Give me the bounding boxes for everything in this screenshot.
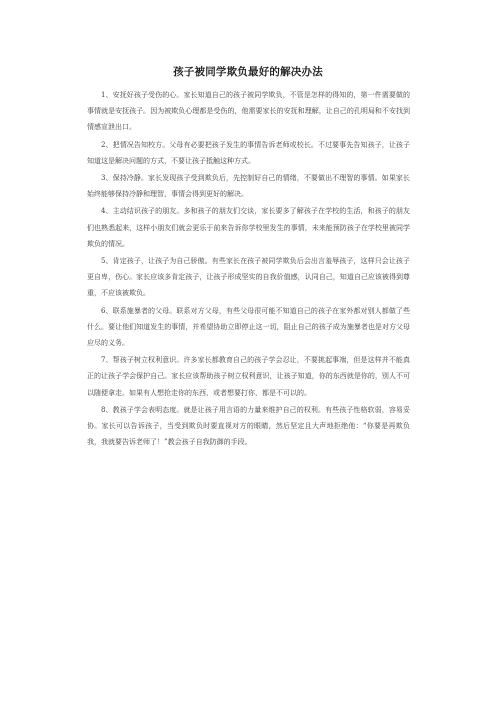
paragraph-7: 7、帮孩子树立权利意识。许多家长都教育自己的孩子学会忍让，不要挑起事端，但是这样并不能真正的让孩子学会保护自己。家长应该帮助孩子树立权利意识，让孩子知道，你的东西就是你的，别人不可以随便拿走。如果有人想抢走你的东西，或者想要打你，都是不可以的。: [87, 356, 410, 397]
document-body: [87, 87, 410, 451]
paragraph-6: 6、联系施暴者的父母。联系对方父母，有些父母很可能不知道自己的孩子在家外都对别人都做了些什么。要让他们知道发生的事情，并希望协助立即停止这一切，阻止自己的孩子成为施暴者也是对方父母应尽的义务。: [87, 306, 410, 348]
paragraph-2: 2、把情况告知校方。父母有必要把孩子发生的事情告诉老师或校长。不过要事先告知孩子，让孩子知道这是解决问题的方式，不要让孩子抵触这种方式。: [87, 140, 410, 165]
paragraph-3: 3、保持冷静。家长发现孩子受到欺负后，先控制好自己的情绪，不要做出不理智的事情。如果家长始终能够保持冷静和理智，事情会得到更好的解决。: [87, 174, 410, 199]
paragraph-8: 8、教孩子学会表明态度。就是让孩子用言语的力量来维护自己的权利。有些孩子性格软弱，容易妥协。家长可以告诉孩子，当受到欺负时要直视对方的眼睛，然后坚定且大声地拒绝他：“你要是再欺负我，我就要告诉老师了！”教会孩子自我防御的手段。: [87, 405, 410, 447]
paragraph-5: 5、肯定孩子，让孩子为自己骄傲。有些家长在孩子被同学欺负后会出言羞辱孩子，这样只会让孩子更自卑，伤心。家长应该多肯定孩子，让孩子形成坚实的自我价值感，认同自己，知道自己应该被得到尊重，不应该被欺负。: [87, 257, 410, 298]
paragraph-1: 1、安抚好孩子受伤的心。家长知道自己的孩子被同学欺负，不管是怎样的得知的，第一件需要做的事情就是安抚孩子。因为被欺负心理都是受伤的，他需要家长的安抚和理解，让自己的孔明局和不安找到情感宣泄出口。: [87, 91, 410, 132]
paragraph-4: 4、主动结识孩子的朋友。多和孩子的朋友们交谈，家长要多了解孩子在学校的生活，和孩子的朋友们也熟悉起来，这样小朋友们就会更乐于前来告诉你学校里发生的事情，未来能预防孩子在学校里被同学欺负的情况。: [87, 207, 410, 248]
page-title: 孩子被同学欺负最好的解决办法: [173, 66, 323, 78]
